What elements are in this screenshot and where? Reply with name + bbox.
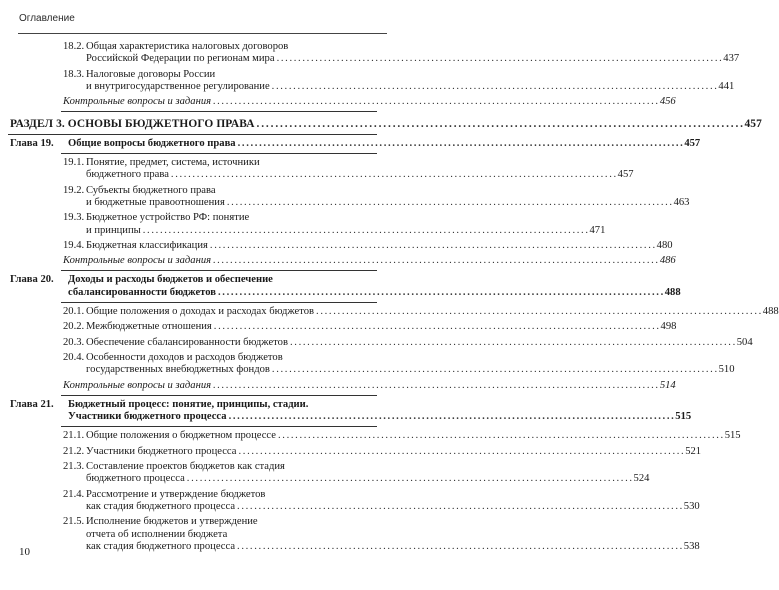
leader-dots: [272, 364, 717, 376]
leader-dots: [214, 321, 659, 333]
leader-dots: [229, 411, 674, 423]
entry-title-line: отчета об исполнении бюджета: [86, 528, 228, 540]
entry-title-line: Обеспечение сбалансированности бюджетов: [86, 336, 288, 348]
running-header: Оглавление: [19, 13, 75, 24]
toc-entry-21-2[interactable]: [63, 445, 702, 458]
leader-dots: [227, 197, 672, 209]
entry-page: 488: [664, 286, 681, 298]
entry-page: 510: [718, 364, 735, 376]
entry-page: 480: [656, 239, 673, 251]
entry-number: 21.4.: [63, 488, 85, 500]
leader-dots: [272, 81, 717, 93]
entry-number: 21.3.: [63, 461, 85, 473]
chapter-title-line: Общие вопросы бюджетного права: [68, 137, 236, 149]
entry-page: 437: [723, 53, 740, 65]
entry-page: 498: [660, 321, 677, 333]
entry-number: 19.4.: [63, 239, 85, 251]
toc-chapter-21[interactable]: [10, 398, 692, 424]
entry-title-line: Межбюджетные отношения: [86, 321, 212, 333]
entry-title-line: Бюджетное устройство РФ: понятие: [86, 212, 250, 224]
entry-page: 514: [659, 379, 676, 391]
entry-title-line: государственных внебюджетных фондов: [86, 364, 270, 376]
leader-dots: [218, 287, 663, 299]
entry-page: 538: [683, 540, 700, 552]
entry-number: 20.1.: [63, 306, 85, 318]
entry-page: 515: [724, 430, 741, 442]
toc-entry-20-4[interactable]: [63, 351, 735, 377]
leader-dots: [278, 430, 723, 442]
toc-entry-21-1[interactable]: [63, 430, 741, 442]
entry-number: 20.3.: [63, 336, 85, 348]
entry-title-line: Контрольные вопросы и задания: [63, 379, 212, 391]
entry-title-line: и бюджетные правоотношения: [86, 196, 225, 208]
table-of-contents: [10, 41, 779, 553]
leader-dots: [143, 225, 588, 237]
toc-chapter-19[interactable]: [10, 137, 701, 150]
leader-dots: [210, 240, 655, 252]
entry-page: 457: [744, 118, 762, 131]
toc-entry-20-1[interactable]: [63, 306, 779, 318]
entry-number: 19.3.: [63, 212, 85, 224]
entry-title-line: Контрольные вопросы и задания: [63, 96, 212, 108]
toc-entry-21-4[interactable]: [63, 488, 700, 514]
entry-number: 19.2.: [63, 184, 85, 196]
entry-title-line: и внутригосударственное регулирование: [86, 80, 270, 92]
entry-title-line: Налоговые договоры России: [86, 68, 216, 80]
entry-page: 457: [617, 169, 634, 181]
toc-chapter-20[interactable]: [10, 274, 681, 299]
section-title: РАЗДЕЛ 3. ОСНОВЫ БЮДЖЕТНОГО ПРАВА: [10, 118, 255, 131]
entry-title-line: Особенности доходов и расходов бюджетов: [86, 351, 283, 363]
leader-dots: [290, 337, 735, 349]
entry-page: 488: [762, 306, 779, 318]
page-number: 10: [19, 546, 30, 558]
leader-dots: [213, 96, 658, 108]
chapter-title-line: Доходы и расходы бюджетов и обеспечение: [68, 274, 273, 286]
toc-entry-questions-20[interactable]: [63, 379, 676, 392]
entry-page: 504: [736, 336, 753, 348]
entry-page: 524: [633, 473, 650, 485]
entry-page: 456: [659, 96, 676, 108]
leader-dots: [237, 541, 682, 553]
toc-entry-21-5[interactable]: [63, 516, 700, 553]
chapter-title-line: Бюджетный процесс: понятие, принципы, стадии.: [68, 398, 309, 410]
entry-page: 486: [659, 255, 676, 267]
chapter-title-line: сбалансированности бюджетов: [68, 286, 216, 298]
entry-number: 18.2.: [63, 41, 85, 52]
entry-title-line: Общие положения о доходах и расходах бюджетов: [86, 306, 315, 318]
leader-dots: [238, 446, 683, 458]
toc-entry-19-1[interactable]: [63, 157, 634, 182]
entry-title-line: Российской Федерации по регионам мира: [86, 53, 275, 65]
entry-page: 515: [675, 411, 692, 423]
entry-number: 18.3.: [63, 68, 85, 80]
entry-number: 21.2.: [63, 445, 85, 457]
entry-title-line: как стадия бюджетного процесса: [86, 540, 236, 552]
entry-title-line: Понятие, предмет, система, источники: [86, 157, 260, 169]
leader-dots: [213, 380, 658, 392]
toc-entry-19-3[interactable]: [63, 212, 606, 237]
entry-title-line: Общие положения о бюджетном процессе: [86, 430, 276, 442]
chapter-title-line: Участники бюджетного процесса: [68, 411, 227, 423]
entry-page: 457: [684, 137, 701, 149]
entry-title-line: и принципы: [86, 224, 141, 236]
chapter-label: Глава 19.: [10, 137, 54, 149]
entry-title-line: Рассмотрение и утверждение бюджетов: [86, 488, 266, 500]
leader-dots: [171, 169, 616, 181]
entry-title-line: Исполнение бюджетов и утверждение: [86, 516, 258, 528]
leader-dots: [277, 53, 722, 65]
entry-page: 441: [718, 80, 735, 92]
toc-entry-19-4[interactable]: [63, 239, 673, 252]
toc-entry-20-2[interactable]: [63, 321, 677, 333]
entry-number: 21.5.: [63, 516, 85, 528]
chapter-label: Глава 21.: [10, 398, 54, 410]
entry-title-line: Общая характеристика налоговых договоров: [86, 41, 289, 52]
toc-entry-21-3[interactable]: [63, 461, 650, 486]
entry-number: 19.1.: [63, 157, 85, 169]
entry-title-line: бюджетного права: [86, 169, 169, 181]
toc-entry-18-2[interactable]: [63, 41, 740, 66]
entry-title-line: Участники бюджетного процесса: [86, 445, 237, 457]
entry-page: 471: [589, 224, 606, 236]
entry-page: 463: [673, 196, 690, 208]
entry-title-line: Составление проектов бюджетов как стадия: [86, 461, 285, 473]
entry-number: 20.2.: [63, 321, 85, 333]
chapter-label: Глава 20.: [10, 274, 54, 286]
entry-title-line: Бюджетная классификация: [86, 239, 208, 251]
leader-dots: [238, 138, 683, 150]
toc-entry-questions-18[interactable]: [63, 96, 676, 108]
entry-title-line: как стадия бюджетного процесса: [86, 500, 236, 512]
leader-dots: [187, 473, 632, 485]
entry-page: 521: [685, 445, 702, 457]
toc-entry-18-3[interactable]: [63, 68, 735, 94]
header-rule: [18, 33, 387, 34]
entry-title-line: бюджетного процесса: [86, 473, 185, 485]
entry-page: 530: [683, 500, 700, 512]
entry-title-line: Контрольные вопросы и задания: [63, 255, 212, 267]
entry-number: 20.4.: [63, 351, 85, 363]
leader-dots: [316, 306, 761, 318]
entry-title-line: Субъекты бюджетного права: [86, 184, 216, 196]
entry-number: 21.1.: [63, 430, 85, 442]
toc-entry-20-3[interactable]: [63, 336, 753, 349]
toc-entry-19-2[interactable]: [63, 184, 690, 210]
toc-section-3[interactable]: [10, 118, 762, 131]
toc-entry-questions-19[interactable]: [63, 255, 676, 267]
leader-dots: [237, 501, 682, 513]
leader-dots: [213, 255, 658, 267]
leader-dots: [257, 118, 743, 130]
